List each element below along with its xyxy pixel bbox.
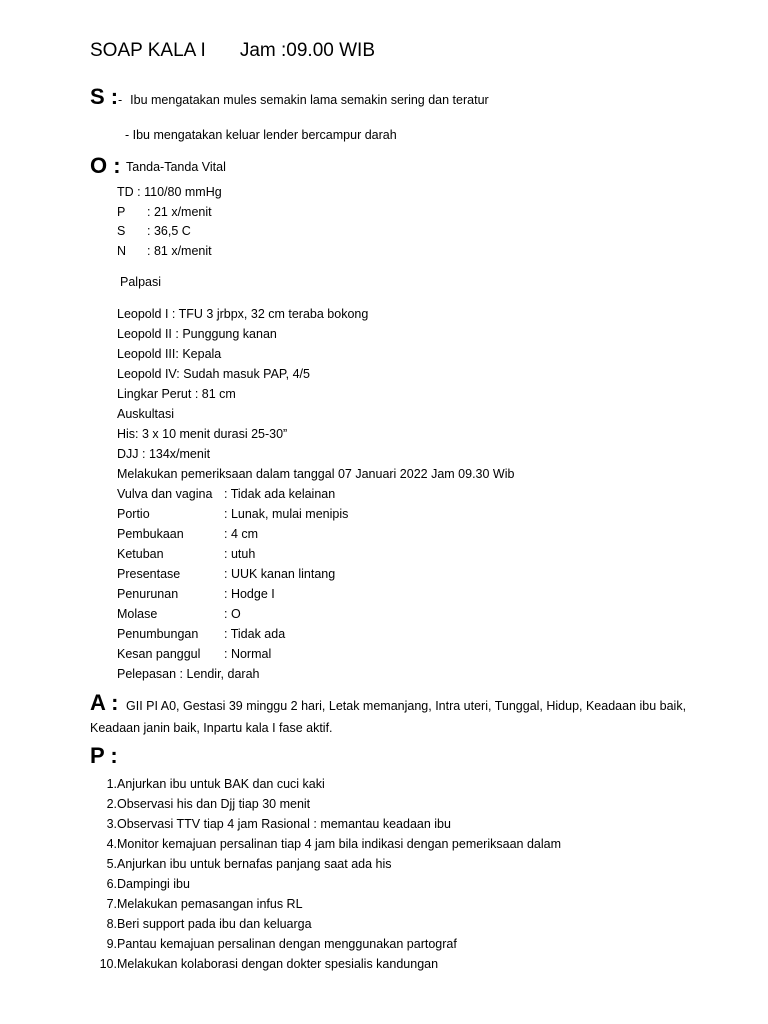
list-item: [90, 916, 561, 936]
list-item: [90, 856, 561, 876]
s-dash: -: [118, 93, 123, 107]
vital-td: [117, 185, 222, 199]
vital-n-label: N: [117, 244, 127, 258]
vt-value: : 4 cm: [224, 527, 259, 541]
vt-row: [117, 527, 258, 541]
list-item: [90, 956, 561, 976]
vt-row: [117, 587, 275, 601]
vital-td-value: : 110/80 mmHg: [137, 185, 222, 199]
vt-value: : utuh: [224, 547, 256, 561]
vt-label: Kesan panggul: [117, 647, 201, 661]
list-item-number: 1.: [106, 777, 117, 791]
vt-label: Penurunan: [117, 587, 179, 601]
list-item: [90, 836, 561, 856]
vt-row: [117, 647, 271, 661]
list-item-number: 9.: [106, 937, 117, 951]
document-title: [90, 40, 375, 62]
list-item-text: Observasi TTV tiap 4 jam Rasional : memantau keadaan ibu: [117, 817, 451, 831]
list-item-number: 3.: [106, 817, 117, 831]
list-item: [90, 876, 561, 896]
vt-row: [117, 567, 335, 581]
vt-row: [117, 547, 255, 561]
list-item: [90, 776, 561, 796]
o-line-leopold-2: Leopold II : Punggung kanan: [117, 327, 277, 341]
list-item-text: Anjurkan ibu untuk BAK dan cuci kaki: [117, 777, 325, 791]
o-line-lingkar-perut: Lingkar Perut : 81 cm: [117, 387, 236, 401]
list-item-text: Melakukan kolaborasi dengan dokter spesialis kandungan: [117, 957, 439, 971]
vital-p-label: P: [117, 205, 126, 219]
list-item: [90, 796, 561, 816]
vt-value: : Tidak ada: [224, 627, 286, 641]
list-item-text: Beri support pada ibu dan keluarga: [117, 917, 312, 931]
s-item-2: - Ibu mengatakan keluar lender bercampur darah: [125, 128, 397, 142]
vital-n-value: : 81 x/menit: [147, 244, 212, 258]
vital-s: [117, 224, 191, 238]
section-a-label: A :: [90, 690, 119, 715]
vt-value: : Hodge I: [224, 587, 275, 601]
vital-p: [117, 205, 212, 219]
list-item-number: 4.: [106, 837, 117, 851]
list-item-text: Dampingi ibu: [117, 877, 190, 891]
o-line-leopold-1: Leopold I : TFU 3 jrbpx, 32 cm teraba bokong: [117, 307, 369, 321]
list-item: [90, 816, 561, 836]
p-list: [90, 776, 561, 976]
title-text: SOAP KALA I: [90, 40, 206, 61]
vt-value: : O: [224, 607, 241, 621]
vital-s-value: : 36,5 C: [147, 224, 191, 238]
list-item: [90, 936, 561, 956]
list-item-text: Observasi his dan Djj tiap 30 menit: [117, 797, 311, 811]
o-line-pemeriksaan-dalam: Melakukan pemeriksaan dalam tanggal 07 Januari 2022 Jam 09.30 Wib: [117, 467, 515, 481]
vt-row: [117, 627, 285, 641]
list-item: [90, 896, 561, 916]
list-item-number: 5.: [106, 857, 117, 871]
o-line-djj: DJJ : 134x/menit: [117, 447, 211, 461]
list-item-number: 6.: [106, 877, 117, 891]
list-item-number: 10.: [99, 957, 117, 971]
a-line-2: Keadaan janin baik, Inpartu kala I fase aktif.: [90, 721, 333, 735]
vt-row: [117, 507, 348, 521]
a-line-1: GII PI A0, Gestasi 39 minggu 2 hari, Letak memanjang, Intra uteri, Tunggal, Hidup, Keadaan ibu baik,: [126, 699, 687, 713]
vt-label: Vulva dan vagina: [117, 487, 213, 501]
section-p-label: P :: [90, 743, 118, 768]
list-item-number: 2.: [106, 797, 117, 811]
o-line-leopold-3: Leopold III: Kepala: [117, 347, 222, 361]
s-line-1: [118, 93, 489, 107]
vt-value: : Normal: [224, 647, 272, 661]
vt-label: Portio: [117, 507, 150, 521]
list-item-number: 7.: [106, 897, 117, 911]
vt-row: [117, 607, 241, 621]
vital-n: [117, 244, 212, 258]
vt-label: Presentase: [117, 567, 181, 581]
s-item-1: Ibu mengatakan mules semakin lama semakin sering dan teratur: [130, 93, 489, 107]
vt-row: [117, 487, 335, 501]
list-item-number: 8.: [106, 917, 117, 931]
list-item-text: Anjurkan ibu untuk bernafas panjang saat ada his: [117, 857, 392, 871]
list-item-text: Pantau kemajuan persalinan dengan menggunakan partograf: [117, 937, 457, 951]
vital-td-label: TD: [117, 185, 134, 199]
title-time: Jam :09.00 WIB: [239, 40, 375, 61]
list-item-text: Monitor kemajuan persalinan tiap 4 jam bila indikasi dengan pemeriksaan dalam: [117, 837, 562, 851]
list-item-text: Melakukan pemasangan infus RL: [117, 897, 303, 911]
o-line-leopold-4: Leopold IV: Sudah masuk PAP, 4/5: [117, 367, 310, 381]
o-line-auskultasi: Auskultasi: [117, 407, 174, 421]
vt-label: Ketuban: [117, 547, 164, 561]
vt-value: : UUK kanan lintang: [224, 567, 336, 581]
vt-value: : Lunak, mulai menipis: [224, 507, 349, 521]
vt-label: Penumbungan: [117, 627, 199, 641]
vital-p-value: : 21 x/menit: [147, 205, 212, 219]
vital-s-label: S: [117, 224, 126, 238]
palpasi-heading: Palpasi: [120, 275, 161, 289]
o-line-pelepasan: Pelepasan : Lendir, darah: [117, 667, 260, 681]
vt-value: : Tidak ada kelainan: [224, 487, 336, 501]
section-o-label: O :: [90, 153, 121, 178]
o-line-his: His: 3 x 10 menit durasi 25-30”: [117, 427, 288, 441]
vt-label: Molase: [117, 607, 158, 621]
ttv-heading: Tanda-Tanda Vital: [126, 160, 226, 174]
vt-label: Pembukaan: [117, 527, 184, 541]
section-s-label: S :: [90, 84, 119, 109]
